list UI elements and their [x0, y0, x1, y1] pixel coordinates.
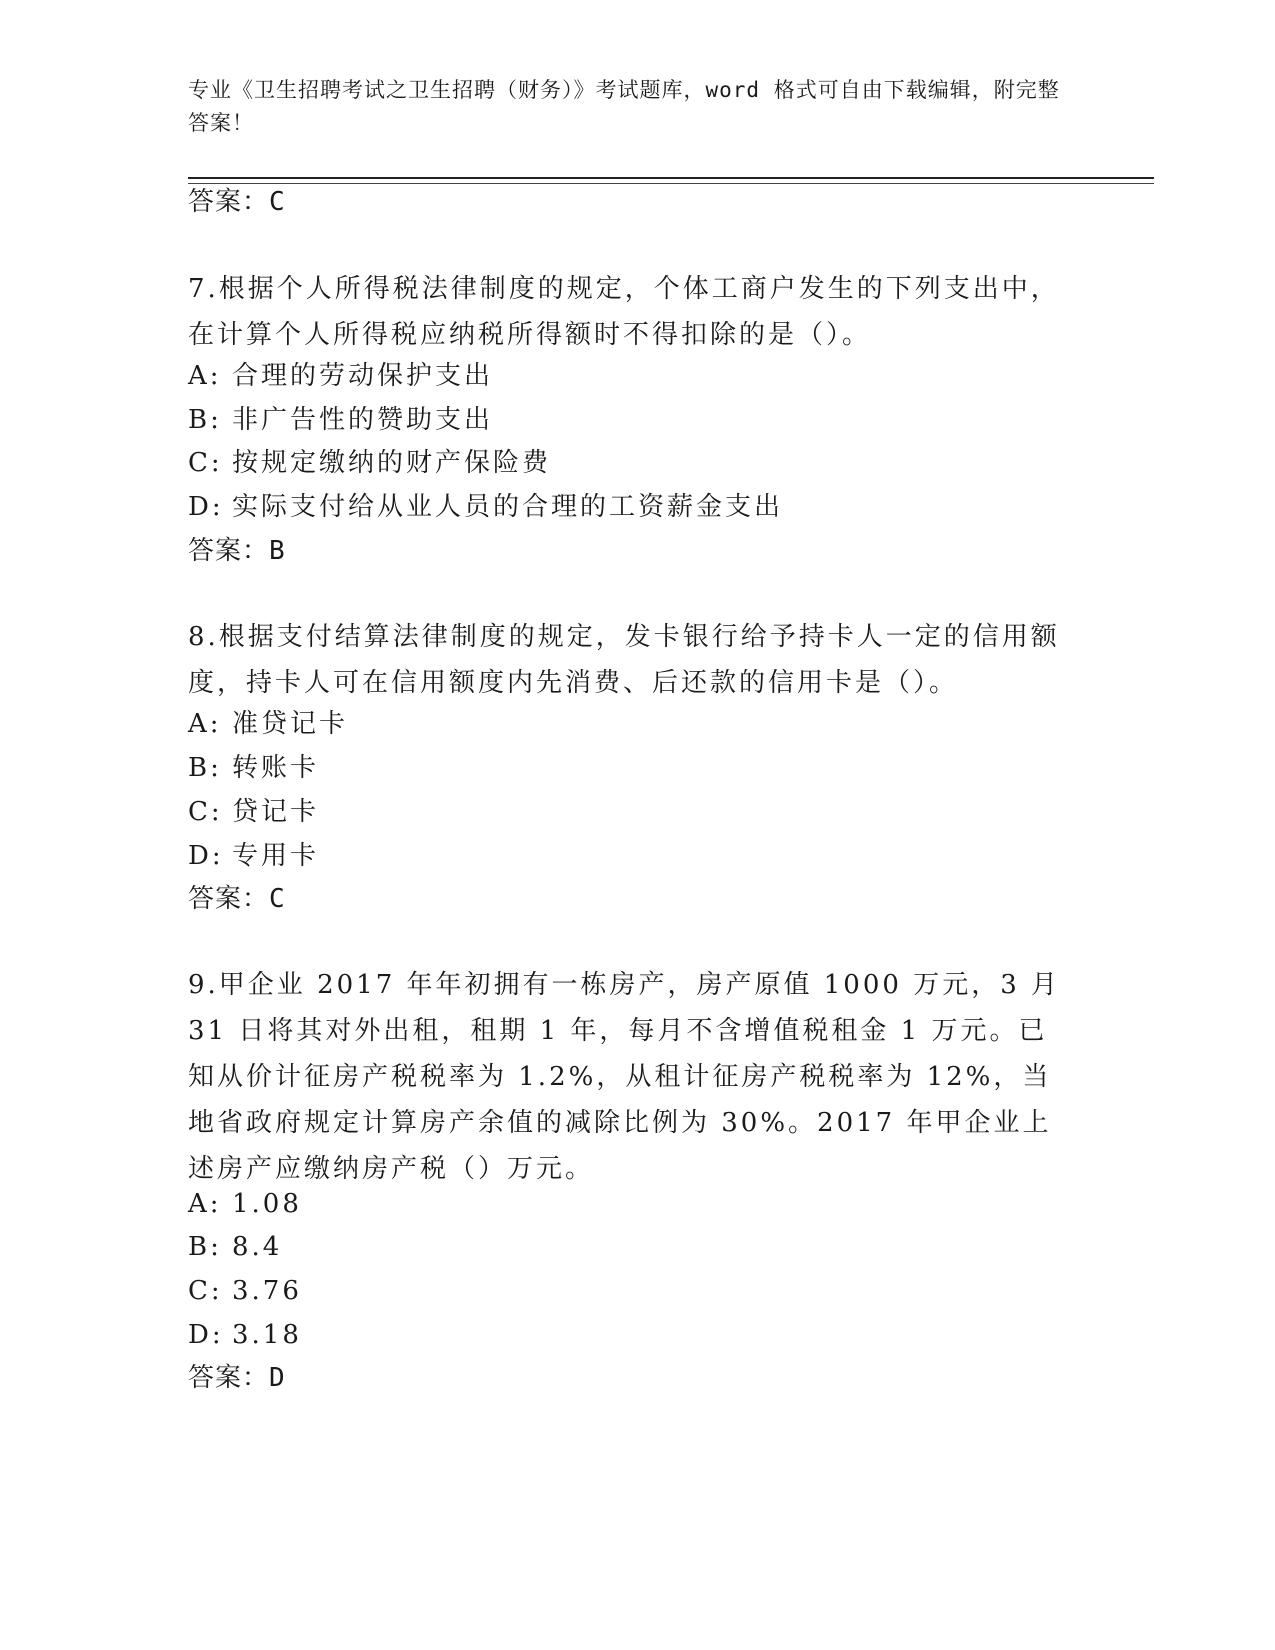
- question-7-option-b: [188, 404, 493, 436]
- question-8-stem: 8.根据支付结算法律制度的规定，发卡银行给予持卡人一定的信用额度，持卡人可在信用额度内先消费、后还款的信用卡是（）。: [188, 622, 1060, 698]
- question-9-option-d: [188, 1319, 302, 1351]
- option-letter: A:: [188, 1189, 222, 1219]
- header-rule-thick: [188, 177, 1154, 179]
- question-9-option-b: [188, 1231, 282, 1263]
- option-text: 准贷记卡: [232, 709, 349, 739]
- question-8-option-a: [188, 708, 348, 740]
- option-letter: B:: [188, 405, 222, 435]
- option-text: 转账卡: [232, 753, 320, 783]
- option-text: 3.76: [232, 1276, 302, 1306]
- option-letter: C:: [188, 1276, 223, 1306]
- option-letter: C:: [188, 448, 223, 478]
- option-letter: B:: [188, 1232, 222, 1262]
- option-text: 非广告性的赞助支出: [232, 405, 494, 435]
- question-9-stem: 9.甲企业 2017 年年初拥有一栋房产，房产原值 1000 万元，3 月 31 日将其对外出租，租期 1 年，每月不含增值税租金 1 万元。已知从价计征房产税税率为 1.2%，从租计征房产税税率为 12%，当地省政府规定计算房产余值的减除比例为 30%。2017 年甲企业上述房产应缴纳房产税（）万元。: [188, 970, 1061, 1184]
- option-text: 合理的劳动保护支出: [232, 361, 494, 391]
- document-header: 专业《卫生招聘考试之卫生招聘（财务）》考试题库，word 格式可自由下载编辑，附完整答案！: [188, 78, 1060, 135]
- question-7-answer: 答案：B: [188, 536, 286, 566]
- question-9-answer: 答案：D: [188, 1363, 286, 1393]
- question-7-option-a: [188, 360, 493, 392]
- option-letter: D:: [188, 841, 224, 871]
- option-letter: D:: [188, 1320, 224, 1350]
- question-8-option-b: [188, 752, 319, 784]
- question-8-option-d: [188, 840, 319, 872]
- option-letter: C:: [188, 797, 223, 827]
- option-text: 专用卡: [232, 841, 320, 871]
- option-text: 8.4: [232, 1232, 283, 1262]
- option-text: 3.18: [232, 1320, 302, 1350]
- option-letter: A:: [188, 361, 222, 391]
- previous-answer: 答案：C: [188, 187, 286, 217]
- header-rule-thin: [188, 183, 1154, 184]
- question-7-option-c: [188, 447, 551, 479]
- question-8-answer: 答案：C: [188, 884, 286, 914]
- option-text: 按规定缴纳的财产保险费: [232, 448, 552, 478]
- question-9-option-a: [188, 1188, 302, 1220]
- question-8-option-c: [188, 796, 319, 828]
- question-9-option-c: [188, 1275, 302, 1307]
- question-7-stem: 7.根据个人所得税法律制度的规定，个体工商户发生的下列支出中，在计算个人所得税应纳税所得额时不得扣除的是（）。: [188, 274, 1060, 350]
- option-text: 贷记卡: [232, 797, 320, 827]
- option-letter: D:: [188, 492, 224, 522]
- option-letter: B:: [188, 753, 222, 783]
- option-text: 1.08: [232, 1189, 302, 1219]
- question-7-option-d: [188, 491, 783, 523]
- option-letter: A:: [188, 709, 222, 739]
- option-text: 实际支付给从业人员的合理的工资薪金支出: [232, 492, 784, 522]
